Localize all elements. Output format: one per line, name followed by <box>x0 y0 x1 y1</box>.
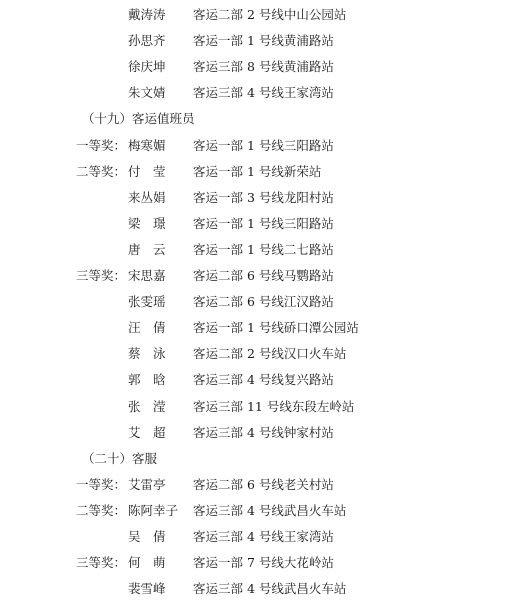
winner-unit: 客运一部 1 号线新荣站 <box>193 163 322 179</box>
winner-unit: 客运二部 2 号线汉口火车站 <box>193 346 347 362</box>
winner-name: 陈阿幸子 <box>128 502 179 518</box>
winner-unit: 客运三部 4 号线王家湾站 <box>193 85 334 101</box>
winner-unit: 客运二部 6 号线江汉路站 <box>193 294 334 310</box>
winner-name: 张雯瑶 <box>128 294 166 310</box>
winner-unit: 客运三部 4 号线武昌火车站 <box>193 502 347 518</box>
winner-unit: 客运一部 1 号线三阳路站 <box>193 215 334 231</box>
prize-level: 一等奖： <box>76 137 127 153</box>
winner-unit: 客运一部 3 号线龙阳村站 <box>193 189 334 205</box>
section-title: （十九）客运值班员 <box>82 111 195 127</box>
winner-name: 付 莹 <box>128 163 166 179</box>
winner-name: 艾 超 <box>128 424 166 440</box>
winner-unit: 客运三部 8 号线黄浦路站 <box>193 59 334 75</box>
prize-level: 二等奖： <box>76 163 127 179</box>
winner-name: 朱文婧 <box>128 85 166 101</box>
winner-name: 裴雪峰 <box>128 581 166 597</box>
winner-unit: 客运三部 4 号线复兴路站 <box>193 372 334 388</box>
winner-name: 孙思齐 <box>128 33 166 49</box>
winner-unit: 客运二部 6 号线马鹦路站 <box>193 268 334 283</box>
winner-name: 梁 璟 <box>128 215 166 231</box>
winner-name: 吴 倩 <box>128 529 166 544</box>
prize-level: 三等奖： <box>76 268 127 283</box>
section-title: （二十）客服 <box>82 450 158 466</box>
winner-name: 戴涛涛 <box>128 7 166 22</box>
winner-name: 艾雷亭 <box>128 476 166 492</box>
winner-name: 汪 倩 <box>128 320 166 336</box>
winner-name: 唐 云 <box>128 241 166 257</box>
winner-unit: 客运一部 7 号线大花岭站 <box>193 555 334 571</box>
winner-unit: 客运三部 11 号线东段左岭站 <box>193 398 355 414</box>
winner-name: 宋思嘉 <box>128 268 166 283</box>
winner-name: 梅寒媚 <box>128 137 166 153</box>
winner-name: 张 滢 <box>128 398 166 414</box>
winner-unit: 客运二部 6 号线老关村站 <box>193 476 334 492</box>
winner-unit: 客运一部 1 号线黄浦路站 <box>193 33 334 49</box>
winner-unit: 客运一部 1 号线硚口潭公园站 <box>193 320 359 336</box>
winner-name: 郭 晗 <box>128 372 166 388</box>
winner-name: 徐庆坤 <box>128 59 166 75</box>
winner-name: 何 萌 <box>128 555 166 571</box>
winner-unit: 客运三部 4 号线钟家村站 <box>193 424 334 440</box>
prize-level: 二等奖： <box>76 502 127 518</box>
winner-unit: 客运三部 4 号线武昌火车站 <box>193 581 347 597</box>
prize-level: 三等奖： <box>76 555 127 571</box>
winner-name: 蔡 泳 <box>128 346 166 362</box>
prize-level: 一等奖： <box>76 476 127 492</box>
winner-unit: 客运三部 4 号线王家湾站 <box>193 529 334 544</box>
winner-unit: 客运一部 1 号线二七路站 <box>193 241 334 257</box>
winner-unit: 客运一部 1 号线三阳路站 <box>193 137 334 153</box>
winner-unit: 客运二部 2 号线中山公园站 <box>193 7 347 22</box>
winner-name: 来丛娟 <box>128 189 166 205</box>
